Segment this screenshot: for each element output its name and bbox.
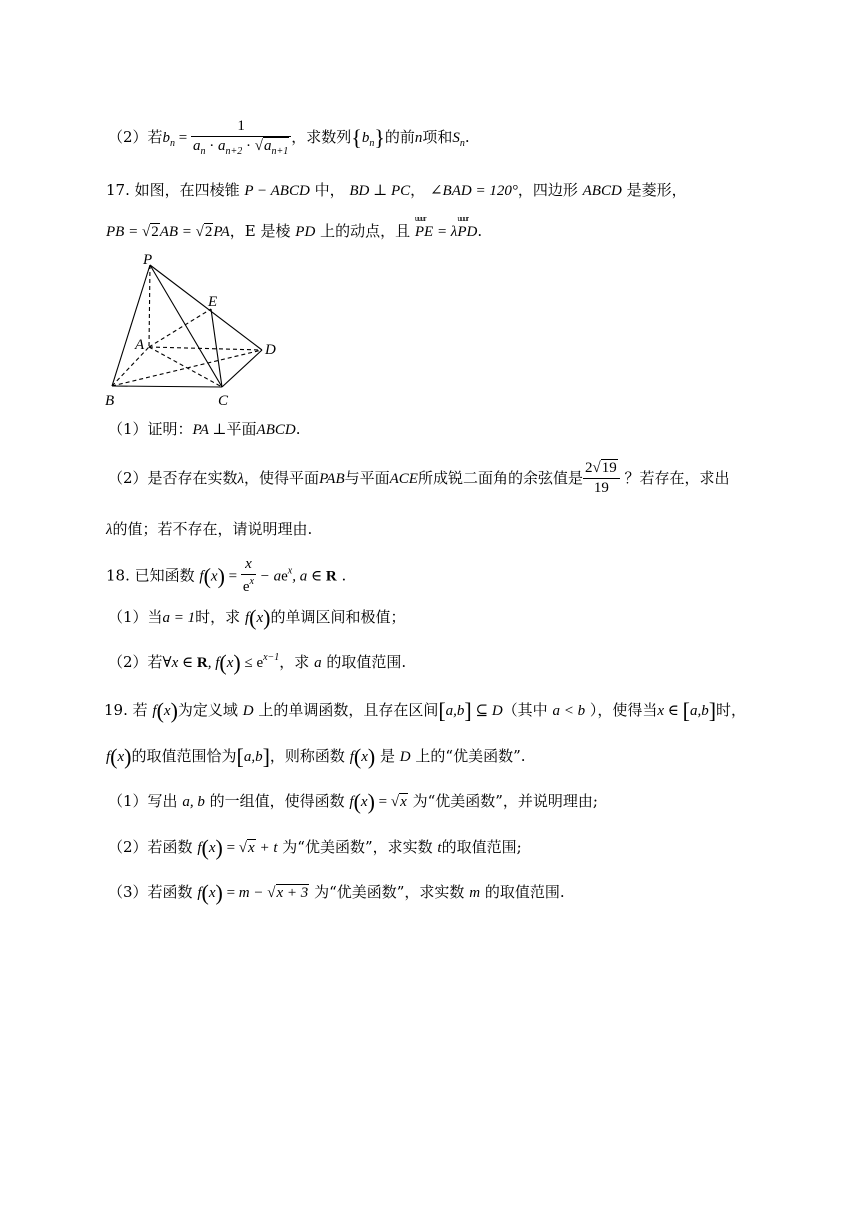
q19-intro: 19. 若 f(x)为定义域 D 上的单调函数，且存在区间[a,b] ⊆ D（其中 a < b ），使得当x ∈ [a,b]时， xyxy=(104,698,747,723)
q18-part2: （2）若∀x ∈ R, $f(x) \le e^{x-1}$，求 a 的取值范围. xyxy=(108,650,407,675)
q17-line1: 17. 如图，在四棱锥 P − ABCD 中， BD ⊥ PC， ∠BAD = 120°，四边形 ABCD 是菱形， xyxy=(106,181,687,199)
vertex-c-label: C xyxy=(218,393,229,409)
vertex-p-label: P xyxy=(143,252,153,268)
q17-part1: （1）证明：PA ⊥平面ABCD. xyxy=(108,420,301,438)
vertex-e-label: E xyxy=(208,294,218,310)
q18-intro: 18. 已知函数 f(x) = $\frac{x}{e^x}$ − $ae^x$, a ∈ R . xyxy=(106,556,347,596)
q16-part2: （2）若$b_n$ = $\frac{1}{a_n \cdot a_{n+2} \cdot √a_{n+1}}$ ，求数列$\{b_n\}$的前n项和$S_n$. xyxy=(108,118,470,158)
vector-pe: uuur PE xyxy=(414,214,434,240)
q19-part3: （3）若函数 f(x) = m − √x + 3 为“优美函数”，求实数 m 的取值范围. xyxy=(108,880,565,905)
q18-part1: （1）当a = 1时，求 f(x)的单调区间和极值； xyxy=(108,605,406,630)
q17-line2: PB = √2AB = √2PA，E 是棱 PD 上的动点，且 uuur PE = λ uuur PD. xyxy=(106,214,483,240)
q16-fraction: $\frac{1}{a_n \cdot a_{n+2} \cdot √a_{n+1}}$ xyxy=(191,118,291,158)
vertex-b-label: B xyxy=(105,393,115,409)
q19-part1: （1）写出 a, b 的一组值，使得函数 f(x) = √x 为“优美函数”，并说明理由; xyxy=(108,789,598,814)
q19-line2: f(x)的取值范围恰为[a,b]，则称函数 f(x) 是 D 上的“优美函数”. xyxy=(106,744,526,769)
pyramid-figure xyxy=(100,250,290,410)
q17-part2: （2）是否存在实数λ，使得平面PAB与平面ACE所成锐二面角的余弦值是 $\frac{2√19}{19}$ ？若存在，求出 xyxy=(108,460,730,497)
vertex-a-label: A xyxy=(135,337,145,353)
cosine-fraction: $\frac{2√19}{19}$ xyxy=(583,460,620,498)
q19-part2: （2）若函数 f(x) = √x + t 为“优美函数”，求实数 t的取值范围; xyxy=(108,835,522,860)
vertex-d-label: D xyxy=(265,342,276,358)
q17-part2-line2: λ的值；若不存在，请说明理由. xyxy=(106,520,313,538)
vector-pd: uuur PD xyxy=(457,214,478,240)
q18-fraction: $\frac{x}{e^x}$ xyxy=(242,556,254,596)
